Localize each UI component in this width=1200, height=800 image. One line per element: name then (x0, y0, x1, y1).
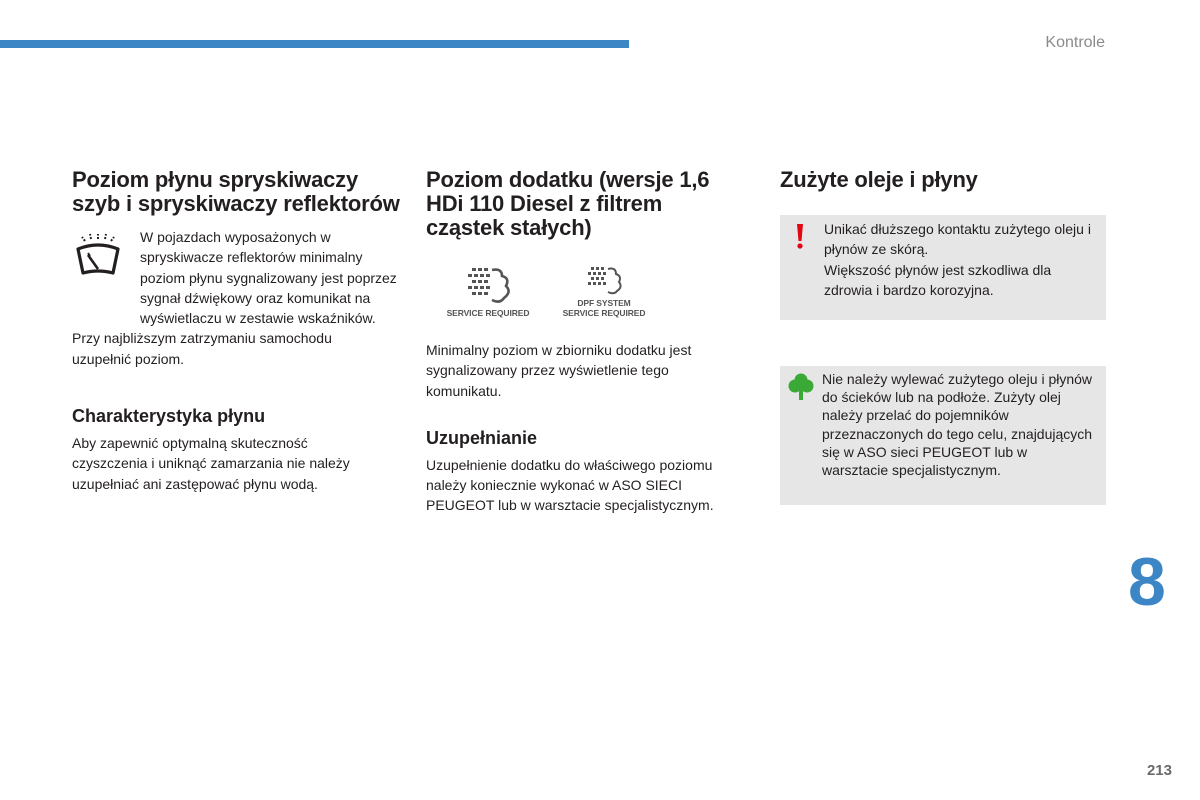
dpf-system-warning (546, 264, 662, 318)
washer-refill-text: Przy najbliższym zatrzymaniu samochodu uzupełnić poziom. (72, 330, 332, 367)
warning-exclamation-icon (788, 221, 812, 251)
service-required-warning (430, 264, 546, 318)
additive-title: Poziom dodatku (wersje 1,6 HDi 110 Diesel z filtrem cząstek stałych) (426, 167, 710, 240)
header-accent-bar (0, 40, 629, 48)
washer-warning-text: W pojazdach wyposażonych w spryskiwacze reflektorów minimalny poziom płynu sygnalizowany jest poprzez sygnał dźwiękowy oraz komunikat na wyświetlaczu w zestawie wskaźników. (140, 229, 397, 327)
dpf-additive-icon (460, 264, 516, 308)
page-number: 213 (1146, 762, 1172, 779)
dpf-warning-images (430, 264, 751, 318)
dpf-system-icon (581, 264, 627, 298)
section-name: Kontrole (1045, 34, 1105, 51)
dpf-system-caption-2: SERVICE REQUIRED (562, 308, 646, 318)
dpf-system-caption-1: DPF SYSTEM (577, 298, 631, 308)
used-oils-title: Zużyte oleje i płyny (780, 167, 978, 192)
used-oils-column (780, 168, 1106, 505)
service-required-caption: SERVICE REQUIRED (446, 308, 530, 318)
eco-tree-icon (788, 372, 814, 402)
additive-level-text: Minimalny poziom w zbiorniku dodatku jest sygnalizowany przez wyświetlenie tego komunikatu. (426, 342, 692, 399)
fluid-spec-title: Charakterystyka płynu (72, 406, 266, 427)
warning-text-1: Unikać dłuższego kontaktu zużytego oleju i płynów ze skórą. (824, 221, 1091, 258)
additive-column (426, 168, 751, 516)
chapter-number: 8 (1128, 544, 1166, 620)
washer-fluid-title: Poziom płynu spryskiwaczy szyb i spryskiwaczy reflektorów (72, 167, 400, 216)
fluid-spec-text: Aby zapewnić optymalną skuteczność czyszczenia i uniknąć zamarzania nie należy uzupełniać ani zastępować płynu wodą. (72, 435, 350, 492)
environment-box (780, 366, 1106, 505)
warning-text-2: Większość płynów jest szkodliwa dla zdrowia i bardzo korozyjna. (824, 261, 1052, 298)
windscreen-washer-icon (72, 227, 140, 328)
refill-text: Uzupełnienie dodatku do właściwego poziomu należy koniecznie wykonać w ASO SIECI PEUGEOT lub w warsztacie specjalistycznym. (426, 456, 714, 514)
warning-box (780, 215, 1106, 320)
environment-text: Nie należy wylewać zużytego oleju i płynów do ścieków lub na podłoże. Zużyty olej należy przelać do pojemników przeznaczonych do tego celu, znajdujących się w ASO sieci PEUGEOT lub w warsztacie specjalistycznym. (822, 371, 1093, 479)
refill-title: Uzupełnianie (426, 427, 538, 448)
washer-warning-block (72, 227, 402, 328)
washer-fluid-column (72, 168, 402, 494)
